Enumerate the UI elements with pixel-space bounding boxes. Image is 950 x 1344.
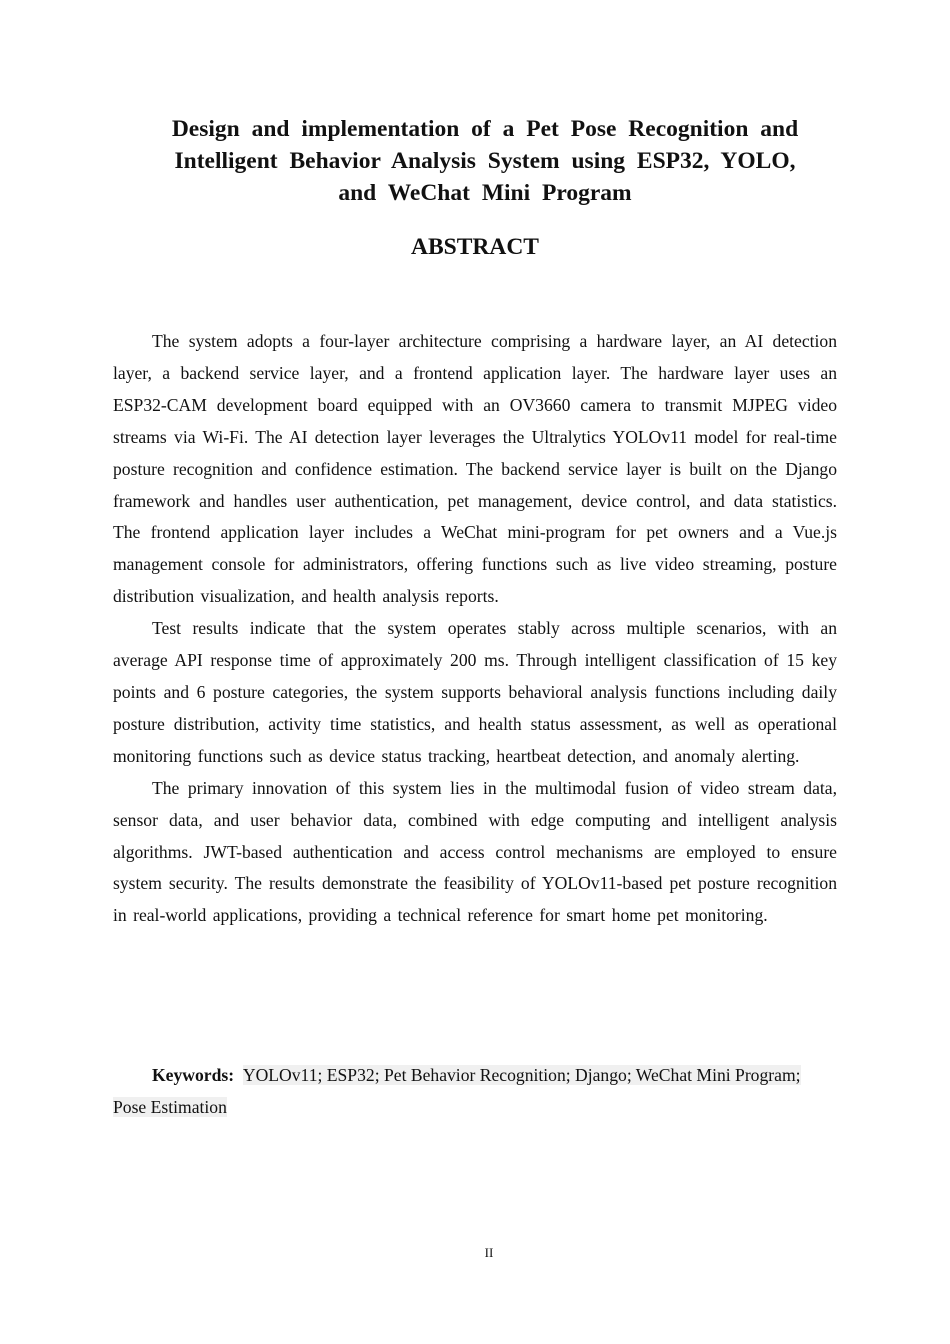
title-line-1: Design and implementation of a Pet Pose Recognition and <box>171 116 799 142</box>
abstract-paragraph-3: The primary innovation of this system lies in the multimodal fusion of video stream data, sensor data, and user behavior data, combined with edge computing and intelligent analysis algorithms. JWT-based authentication and access control mechanisms are employed to ensure system security. The results demonstrate the feasibility of YOLOv11-based pet posture recognition in real-world applications, providing a technical reference for smart home pet monitoring. <box>113 777 837 926</box>
page-number: II <box>484 1245 494 1260</box>
abstract-paragraph-1: The system adopts a four-layer architecture comprising a hardware layer, an AI detection layer, a backend service layer, and a frontend application layer. The hardware layer uses an ESP32-CAM development board equipped with an OV3660 camera to transmit MJPEG video streams via Wi-Fi. The AI detection layer leverages the Ultralytics YOLOv11 model for real-time posture recognition and confidence estimation. The backend service layer is built on the Django framework and handles user authentication, pet management, device control, and data statistics. The frontend application layer includes a WeChat mini-program for pet owners and a Vue.js management console for administrators, offering functions such as live video streaming, posture distribution visualization, and health analysis reports. <box>113 331 837 607</box>
keywords-value: YOLOv11; ESP32; Pet Behavior Recognition; Django; WeChat Mini Program; Pose Estimation <box>113 1065 801 1117</box>
document-title <box>130 113 840 209</box>
keywords-label: Keywords: <box>152 1065 235 1085</box>
abstract-heading: ABSTRACT <box>411 234 539 260</box>
abstract-paragraph-2: Test results indicate that the system operates stably across multiple scenarios, with an average API response time of approximately 200 ms. Through intelligent classification of 15 key points and 6 posture categories, the system supports behavioral analysis functions including daily posture distribution, activity time statistics, and health status assessment, as well as operational monitoring functions such as device status tracking, heartbeat detection, and anomaly alerting. <box>113 618 837 766</box>
title-line-2: Intelligent Behavior Analysis System using ESP32, YOLO, <box>174 148 796 174</box>
title-line-3: and WeChat Mini Program <box>338 180 632 206</box>
abstract-body <box>113 326 837 932</box>
keywords-line <box>113 1060 837 1124</box>
